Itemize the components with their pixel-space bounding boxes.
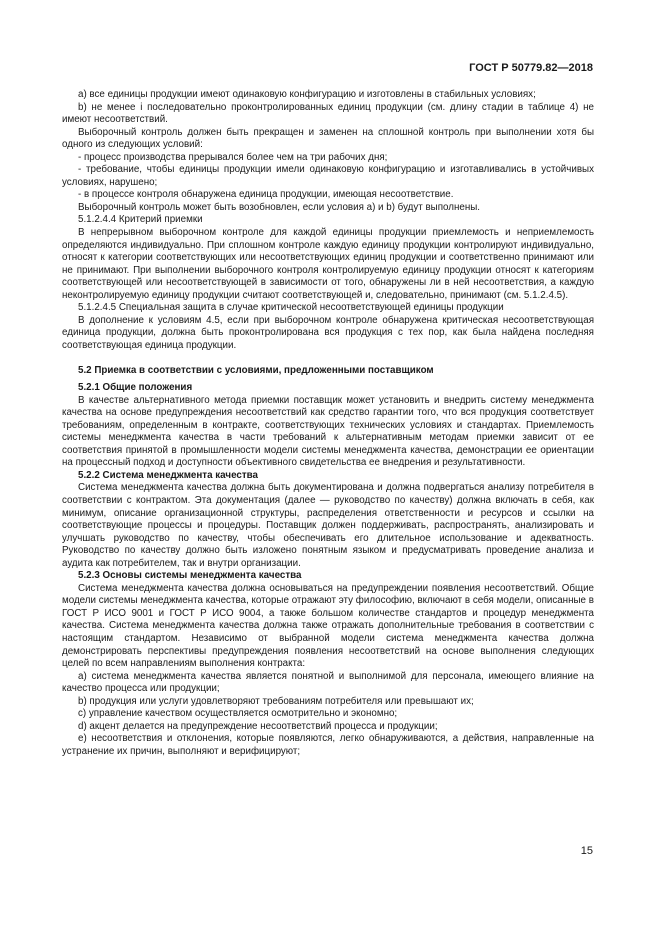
paragraph: В непрерывном выборочном контроле для каждой единицы продукции приемлемость и неприемлемость определяются индивидуально. При сплошном контроле каждую единицу продукции контролируют индивидуально, относят к категории соответствующих или несоответствующих единиц продукции и соответственно принимают или не принимают. При выполнении выборочного контроля контролируемую единицу продукции относят к категориям соответствующей или несоответствующей в зависимости от того, обнаружены ли в ней несоответствия, а каждую неконтролируемую единицу продукции считают соответствующей и, следовательно, принимают (см. 5.1.2.4.5). xyxy=(62,227,594,301)
paragraph: Выборочный контроль может быть возобновлен, если условия а) и b) будут выполнены. xyxy=(78,201,481,213)
paragraph: - требование, чтобы единицы продукции имели одинаковую конфигурацию и изготавливались в устойчивых условиях, нарушено; xyxy=(62,164,594,188)
subsection-heading: 5.1.2.4.4 Критерий приемки xyxy=(78,214,203,226)
list-item: с) управление качеством осуществляется осмотрительно и экономно; xyxy=(78,708,398,720)
list-item: е) несоответствия и отклонения, которые появляются, легко обнаруживаются, а действия, направленные на устранение их причин, выполняют и верифицируют; xyxy=(62,733,594,757)
subsection-heading: 5.2.3 Основы системы менеджмента качества xyxy=(78,570,302,582)
subsection-heading: 5.2.1 Общие положения xyxy=(78,382,193,394)
subsection-heading: 5.2.2 Система менеджмента качества xyxy=(78,469,258,481)
paragraph: Выборочный контроль должен быть прекращен и заменен на сплошной контроль при выполнении хотя бы одного из следующих условий: xyxy=(62,126,594,151)
list-item: а) система менеджмента качества является понятной и выполнимой для персонала, имеющего влияние на качество процесса или продукции; xyxy=(62,670,594,695)
document-id: ГОСТ Р 50779.82—2018 xyxy=(469,62,593,74)
paragraph: В дополнение к условиям 4.5, если при выборочном контроле обнаружена критическая несоответствующая единица продукции, должна быть проконтролирована вся продукция с тех пор, как была найдена последняя соответствующая единица продукции. xyxy=(62,314,594,351)
paragraph: Система менеджмента качества должна основываться на предупреждении появления несоответствий. Общие модели системы менеджмента качества, которые отражают эту философию, включают в себя модели, описанные в ГОСТ Р ИСО 9001 и ГОСТ Р ИСО 9004, а также большом количестве стандартов и процедур менеджмента качества. Система менеджмента качества должна также отражать дополнительные требования в соответствии с настоящим стандартом. Независимо от выбранной модели система менеджмента качества должна демонстрировать перспективы предупреждения появления несоответствий на основе выполнения следующих целей по всем направлениям выполнения контракта: xyxy=(62,582,594,670)
page-number: 15 xyxy=(580,845,593,857)
section-heading: 5.2 Приемка в соответствии с условиями, предложенными поставщиком xyxy=(78,365,434,377)
paragraph: b) не менее i последовательно проконтролированных единиц продукции (см. длину стадии в таблице 4) не имеют несоответствий. xyxy=(62,101,594,126)
paragraph: а) все единицы продукции имеют одинаковую конфигурацию и изготовлены в стабильных условиях; xyxy=(78,89,536,100)
list-item: b) продукция или услуги удовлетворяют требованиям потребителя или превышают их; xyxy=(78,695,474,707)
subsection-heading: 5.1.2.4.5 Специальная защита в случае критической несоответствующей единицы продукции xyxy=(78,302,504,314)
paragraph: - процесс производства прерывался более чем на три рабочих дня; xyxy=(78,151,388,163)
list-item: d) акцент делается на предупреждение несоответствий процесса и продукции; xyxy=(78,720,438,732)
paragraph: - в процессе контроля обнаружена единица продукции, имеющая несоответствие. xyxy=(78,189,454,201)
paragraph: Система менеджмента качества должна быть документирована и должна подвергаться анализу потребителя в соответствии с контрактом. Эта документация (далее — руководство по качеству) должна включать в себя, как минимум, описание организационной структуры, распределения ответственности и ресурсов и ссылки на соответствующие процессы и процедуры. Поставщик должен поддерживать, распространять, анализировать и улучшать руководство по качеству, чтобы обеспечивать его длительное использование и адекватность. Руководство по качеству должно быть изложено понятным языком и предусматривать проведение анализа и аудита как потребителем, так и внутри организации. xyxy=(62,482,594,569)
paragraph: В качестве альтернативного метода приемки поставщик может установить и внедрить систему менеджмента качества на основе предупреждения несоответствий как средство гарантии того, что вся продукция соответствует требованиям, определенным в контракте, соответствующих технических условиях и стандартах. Приемлемость системы менеджмента качества в части требований к альтернативным методам приемки зависит от ее соответствия принятой в промышленности модели системы менеджмента качества, демонстрации ее ориентации на процессный подход и доступности объективного свидетельства ее внедрения и результативности. xyxy=(62,394,594,469)
page-body xyxy=(62,89,594,758)
